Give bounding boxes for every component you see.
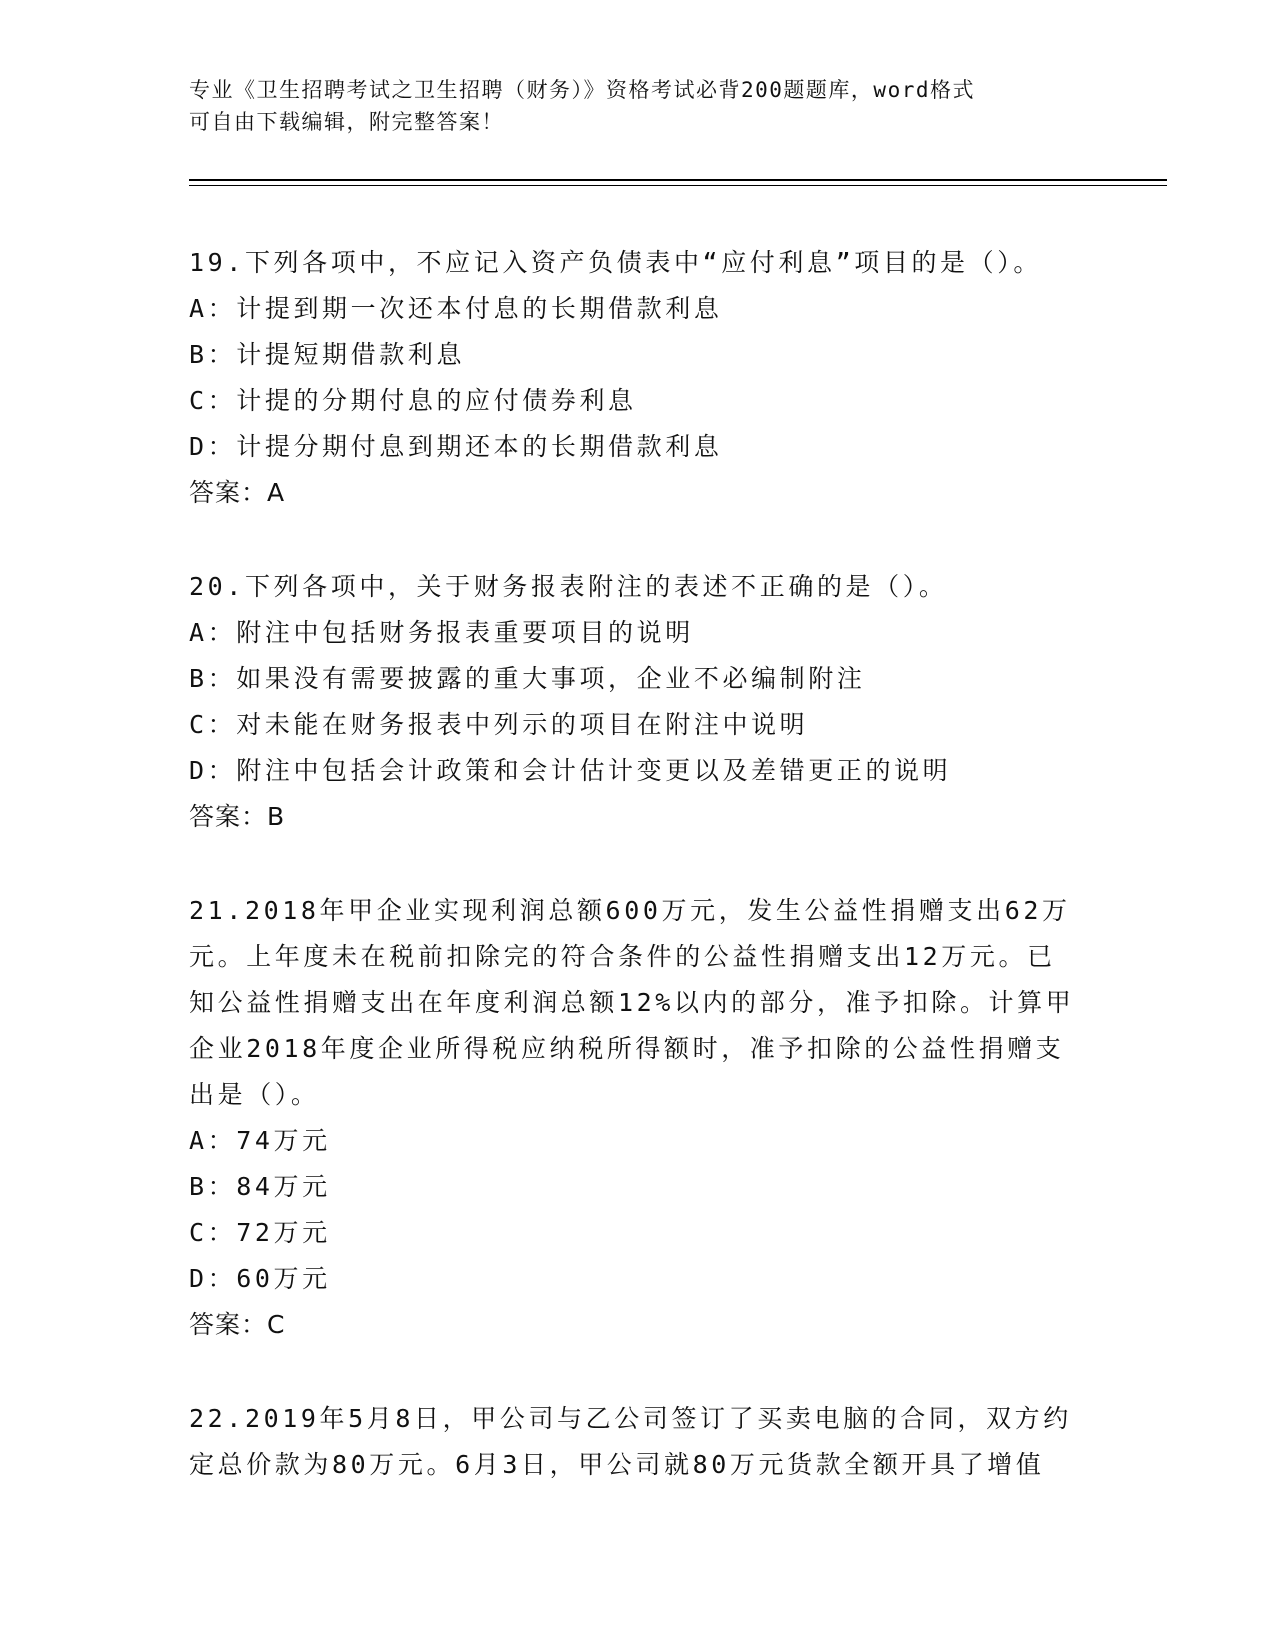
question-stem: 19.下列各项中，不应记入资产负债表中“应付利息”项目的是（）。 [189,248,1042,277]
option-b: B：84万元 [189,1172,331,1201]
question-stem-line: 定总价款为80万元。6月3日，甲公司就80万元货款全额开具了增值 [189,1450,1045,1479]
option-a: A：计提到期一次还本付息的长期借款利息 [189,294,723,323]
option-d: D：附注中包括会计政策和会计估计变更以及差错更正的说明 [189,756,952,785]
question-22 [189,1396,1089,1488]
option-b: B：如果没有需要披露的重大事项，企业不必编制附注 [189,664,866,693]
question-stem: 20.下列各项中，关于财务报表附注的表述不正确的是（）。 [189,572,948,601]
question-19 [189,240,1089,516]
option-b: B：计提短期借款利息 [189,340,466,369]
option-d: D：60万元 [189,1264,331,1293]
answer-label: 答案：C [189,1310,286,1339]
question-stem-line: 企业2018年度企业所得税应纳税所得额时，准予扣除的公益性捐赠支 [189,1034,1065,1063]
question-stem-line: 元。上年度未在税前扣除完的符合条件的公益性捐赠支出12万元。已 [189,942,1056,971]
option-a: A：74万元 [189,1126,331,1155]
answer-label: 答案：A [189,478,286,507]
question-20 [189,564,1089,840]
header-line-2: 可自由下载编辑，附完整答案！ [189,110,504,134]
option-c: C：对未能在财务报表中列示的项目在附注中说明 [189,710,809,739]
question-stem-line: 22.2019年5月8日，甲公司与乙公司签订了买卖电脑的合同，双方约 [189,1404,1072,1433]
option-d: D：计提分期付息到期还本的长期借款利息 [189,432,723,461]
document-header [189,74,1069,138]
header-line-1: 专业《卫生招聘考试之卫生招聘（财务）》资格考试必背200题题库，word格式 [189,78,975,102]
question-stem-line: 21.2018年甲企业实现利润总额600万元，发生公益性捐赠支出62万 [189,896,1071,925]
option-c: C：72万元 [189,1218,331,1247]
question-stem-line: 出是（）。 [189,1080,320,1109]
question-21 [189,888,1089,1348]
option-c: C：计提的分期付息的应付债券利息 [189,386,637,415]
header-divider-thick [189,179,1167,181]
question-stem-line: 知公益性捐赠支出在年度利润总额12%以内的部分，准予扣除。计算甲 [189,988,1075,1017]
header-divider-thin [189,185,1167,186]
option-a: A：附注中包括财务报表重要项目的说明 [189,618,694,647]
answer-label: 答案：B [189,802,286,831]
question-list [189,240,1089,1536]
